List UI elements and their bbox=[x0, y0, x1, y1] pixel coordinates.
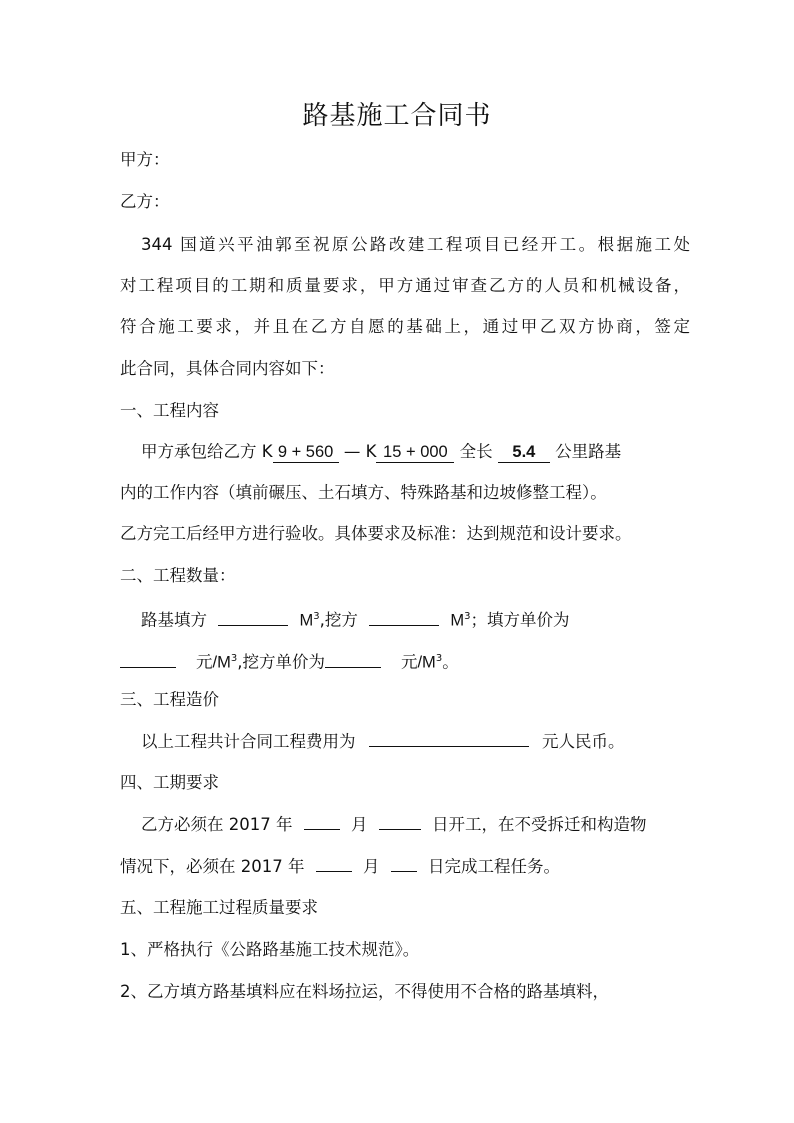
start-date-text: 乙方必须在 2017 年 bbox=[141, 815, 293, 834]
cut-unit: M bbox=[450, 611, 465, 630]
start-day-text: 日开工，在不受拆迁和构造物 bbox=[431, 815, 647, 834]
intro-line-2: 对工程项目的工期和质量要求，甲方通过审查乙方的人员和机械设备， bbox=[120, 276, 690, 295]
start-month-blank bbox=[304, 829, 340, 830]
start-day-blank bbox=[379, 829, 421, 830]
party-b-label: 乙方： bbox=[120, 192, 170, 211]
party-a-label: 甲方： bbox=[120, 150, 170, 169]
document-title: 路基施工合同书 bbox=[302, 101, 492, 131]
cut-volume-blank bbox=[369, 625, 439, 626]
intro-line-4: 此合同，具体合同内容如下： bbox=[120, 359, 335, 378]
section-4-line-1 bbox=[141, 813, 711, 837]
section-1-text-a: 甲方承包给乙方 K bbox=[141, 442, 273, 461]
fill-price-unit-exponent: 3 bbox=[230, 653, 238, 664]
cut-label: ,挖方 bbox=[319, 610, 358, 630]
cut-price-blank bbox=[325, 667, 381, 668]
fill-price-unit: 元/M bbox=[196, 653, 231, 672]
section-5-heading: 五、工程施工过程质量要求 bbox=[120, 898, 318, 917]
finish-day-text: 日完成工程任务。 bbox=[427, 857, 560, 876]
section-1-dash: — K bbox=[338, 442, 377, 461]
finish-month-label: 月 bbox=[362, 857, 380, 876]
fill-volume-blank bbox=[218, 625, 288, 626]
fill-price-label: ；填方单价为 bbox=[470, 610, 570, 630]
end-chainage: 15 + 000 bbox=[376, 442, 454, 463]
cost-blank bbox=[369, 746, 529, 747]
section-1-heading: 一、工程内容 bbox=[120, 401, 219, 420]
cost-text-a: 以上工程共计合同工程费用为 bbox=[141, 732, 356, 751]
section-1-line-2: 内的工作内容（填前碾压、土石填方、特殊路基和边坡修整工程）。 bbox=[120, 483, 607, 502]
section-4-heading: 四、工期要求 bbox=[120, 773, 219, 792]
section-2-line-1 bbox=[141, 605, 711, 633]
cut-unit-exponent: 3 bbox=[464, 611, 471, 622]
section-1-text-b: 全长 bbox=[454, 442, 498, 461]
section-1-line-1 bbox=[141, 440, 711, 464]
section-2-heading: 二、工程数量： bbox=[120, 566, 236, 585]
start-chainage: 9 + 560 bbox=[273, 442, 339, 463]
start-month-label: 月 bbox=[350, 815, 368, 834]
section-2-end: 。 bbox=[442, 652, 459, 672]
section-1-text-c: 公里路基 bbox=[549, 442, 622, 461]
fill-price-blank bbox=[120, 667, 176, 668]
fill-label: 路基填方 bbox=[141, 610, 207, 630]
section-3-line bbox=[141, 730, 711, 754]
total-length: 5.4 bbox=[498, 442, 550, 463]
finish-day-blank bbox=[391, 871, 417, 872]
fill-unit-exponent: 3 bbox=[313, 611, 320, 622]
finish-date-text: 情况下，必须在 2017 年 bbox=[120, 857, 305, 876]
cost-text-b: 元人民币。 bbox=[542, 732, 625, 751]
section-2-line-2 bbox=[120, 647, 690, 675]
section-3-heading: 三、工程造价 bbox=[120, 690, 219, 709]
intro-line-3: 符合施工要求，并且在乙方自愿的基础上，通过甲乙双方协商，签定 bbox=[120, 317, 690, 336]
section-4-line-2 bbox=[120, 855, 690, 879]
section-5-item-2: 2、乙方填方路基填料应在料场拉运，不得使用不合格的路基填料， bbox=[120, 982, 609, 1001]
section-1-line-3: 乙方完工后经甲方进行验收。具体要求及标准：达到规范和设计要求。 bbox=[120, 524, 632, 543]
cut-price-label: ,挖方单价为 bbox=[237, 652, 325, 672]
cut-price-unit: 元/M bbox=[400, 653, 436, 672]
intro-line-1: 344 国道兴平油郭至祝原公路改建工程项目已经开工。根据施工处 bbox=[141, 235, 690, 254]
fill-unit: M bbox=[299, 611, 314, 630]
finish-month-blank bbox=[316, 871, 352, 872]
cut-price-unit-exponent: 3 bbox=[435, 653, 443, 664]
section-5-item-1: 1、严格执行《公路路基施工技术规范》。 bbox=[120, 940, 420, 959]
